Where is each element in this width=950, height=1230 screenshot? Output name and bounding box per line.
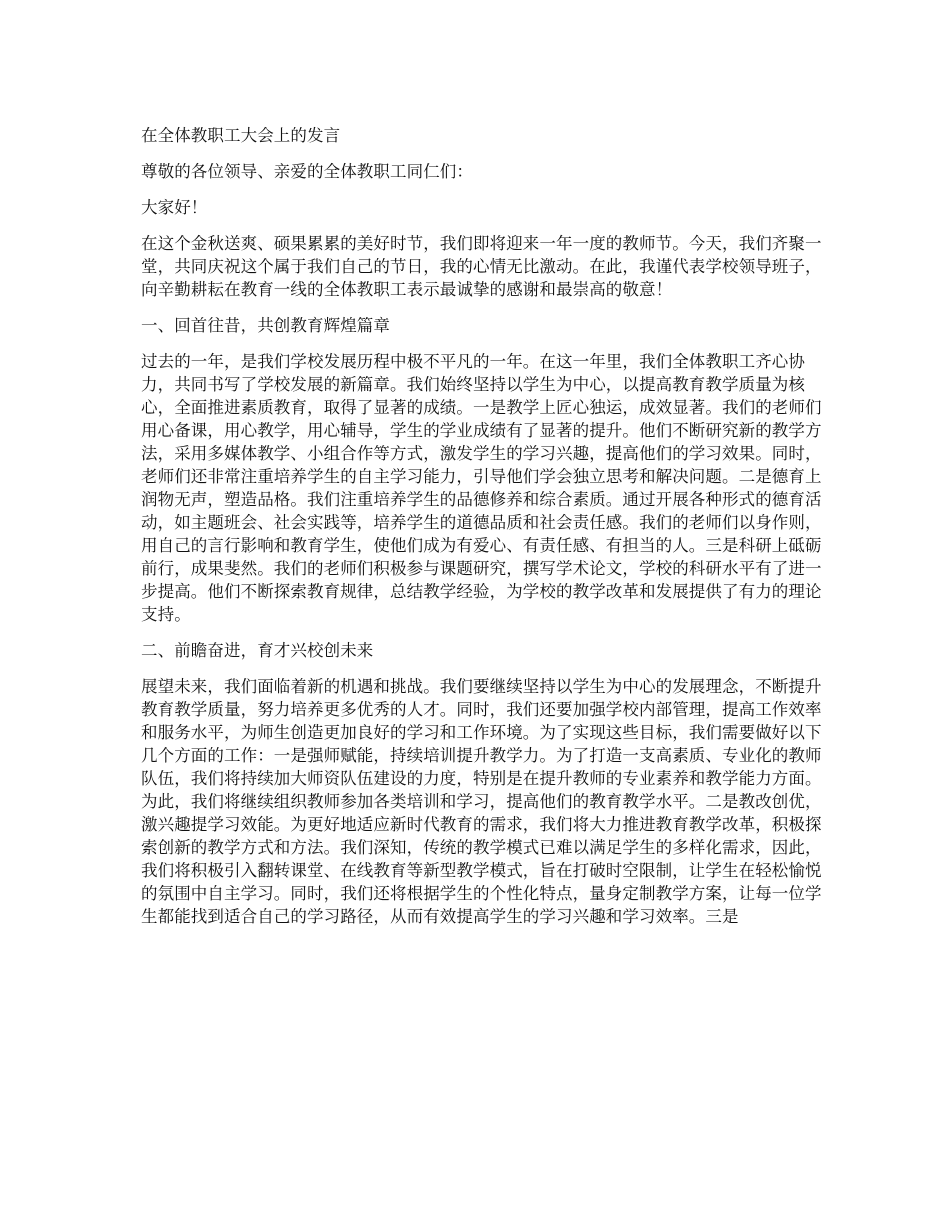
document-title: 在全体教职工大会上的发言: [141, 126, 341, 145]
section-2-heading: 二、前瞻奋进，育才兴校创未来: [141, 641, 374, 660]
section-1-heading: 一、回首往昔，共创教育辉煌篇章: [141, 316, 390, 335]
section-1-paragraph: 过去的一年，是我们学校发展历程中极不平凡的一年。在这一年里，我们全体教职工齐心协力，共同书写了学校发展的新篇章。我们始终坚持以学生为中心，以提高教育教学质量为核心，全面推进素质教育，取得了显著的成绩。一是教学上匠心独运，成效显著。我们的老师们用心备课，用心教学，用心辅导，学生的学业成绩有了显著的提升。他们不断研究新的教学方法，采用多媒体教学、小组合作等方式，激发学生的学习兴趣，提高他们的学习效果。同时，老师们还非常注重培养学生的自主学习能力，引导他们学会独立思考和解决问题。二是德育上润物无声，塑造品格。我们注重培养学生的品德修养和综合素质。通过开展各种形式的德育活动，如主题班会、社会实践等，培养学生的道德品质和社会责任感。我们的老师们以身作则，用自己的言行影响和教育学生，使他们成为有爱心、有责任感、有担当的人。三是科研上砥砺前行，成果斐然。我们的老师们积极参与课题研究，撰写学术论文，学校的科研水平有了进一步提高。他们不断探索教育规律，总结教学经验，为学校的教学改革和发展提供了有力的理论支持。: [141, 352, 822, 624]
intro-paragraph: 在这个金秋送爽、硕果累累的美好时节，我们即将迎来一年一度的教师节。今天，我们齐聚一堂，共同庆祝这个属于我们自己的节日，我的心情无比激动。在此，我谨代表学校领导班子，向辛勤耕耘在教育一线的全体教职工表示最诚挚的感谢和最崇高的敬意！: [141, 234, 822, 299]
section-2-paragraph: 展望未来，我们面临着新的机遇和挑战。我们要继续坚持以学生为中心的发展理念，不断提升教育教学质量，努力培养更多优秀的人才。同时，我们还要加强学校内部管理，提高工作效率和服务水平，为师生创造更加良好的学习和工作环境。为了实现这些目标，我们需要做好以下几个方面的工作：一是强师赋能，持续培训提升教学力。为了打造一支高素质、专业化的教师队伍，我们将持续加大师资队伍建设的力度，特别是在提升教师的专业素养和教学能力方面。为此，我们将继续组织教师参加各类培训和学习，提高他们的教育教学水平。二是教改创优，激兴趣提学习效能。为更好地适应新时代教育的需求，我们将大力推进教育教学改革，积极探索创新的教学方式和方法。我们深知，传统的教学模式已难以满足学生的多样化需求，因此，我们将积极引入翻转课堂、在线教育等新型教学模式，旨在打破时空限制，让学生在轻松愉悦的氛围中自主学习。同时，我们还将根据学生的个性化特点，量身定制教学方案，让每一位学生都能找到适合自己的学习路径，从而有效提高学生的学习兴趣和学习效率。三是: [141, 677, 822, 926]
document-body: [141, 124, 831, 941]
salutation: 尊敬的各位领导、亲爱的全体教职工同仁们：: [141, 162, 473, 181]
greeting: 大家好！: [141, 198, 208, 217]
